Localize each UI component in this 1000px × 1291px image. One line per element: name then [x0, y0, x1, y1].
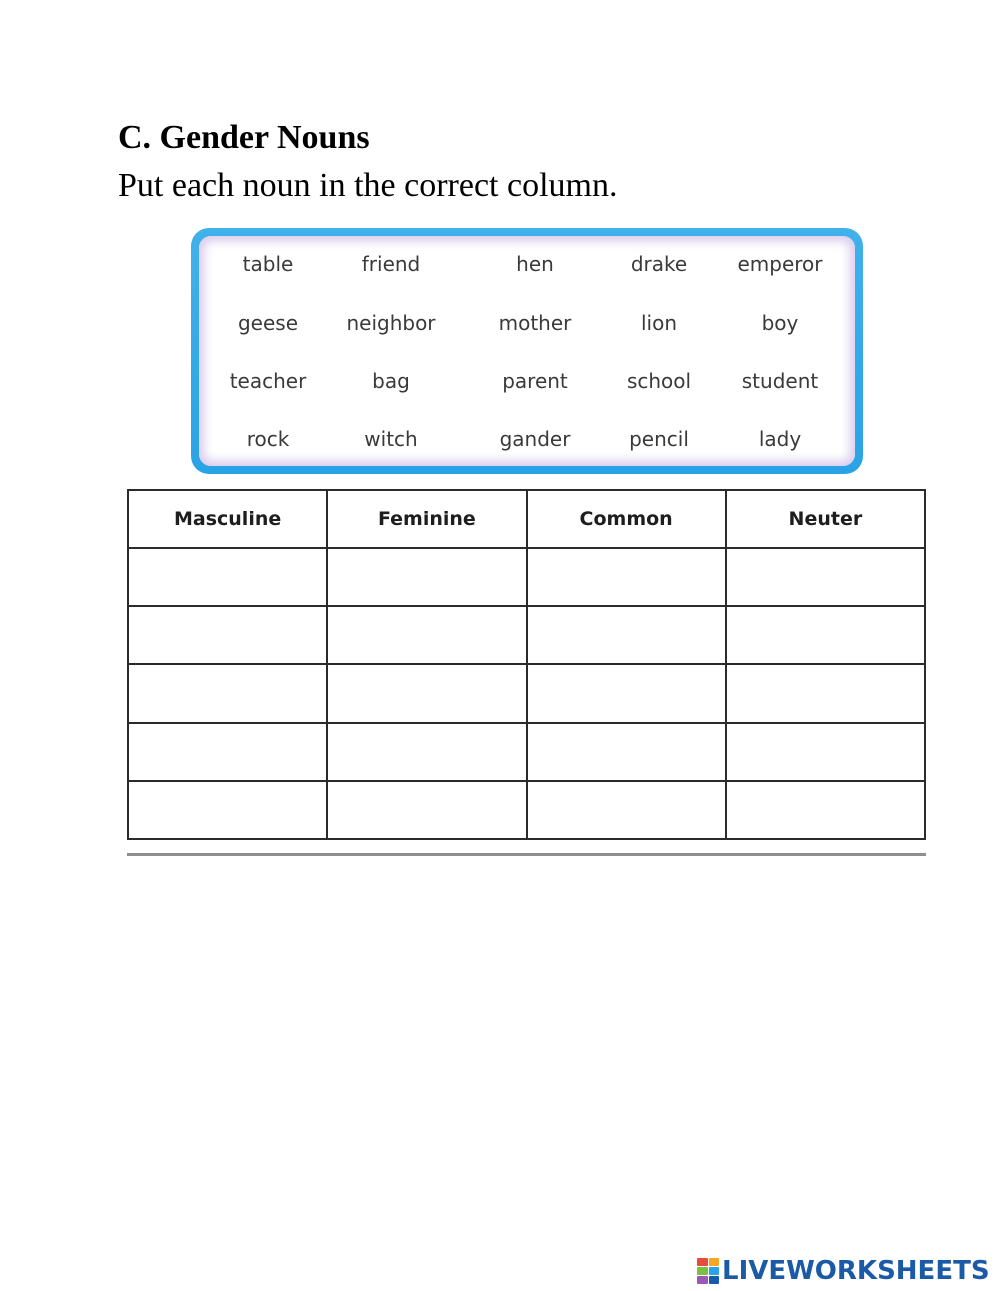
answer-cell[interactable]	[726, 781, 925, 839]
word-bank-item[interactable]: friend	[361, 252, 421, 276]
header-neuter: Neuter	[726, 490, 925, 548]
answer-cell[interactable]	[726, 664, 925, 722]
word-bank-item[interactable]: parent	[502, 369, 568, 393]
word-bank-item[interactable]: bag	[372, 369, 410, 393]
answer-cell[interactable]	[726, 548, 925, 606]
word-bank-item[interactable]: table	[242, 252, 294, 276]
sorting-table	[127, 489, 926, 840]
header-common: Common	[527, 490, 726, 548]
page-title: C. Gender Nouns	[118, 119, 370, 156]
word-bank-item[interactable]: lion	[640, 311, 678, 335]
word-bank-item[interactable]: student	[741, 369, 819, 393]
answer-cell[interactable]	[327, 606, 526, 664]
table-row	[128, 664, 925, 722]
word-bank-item[interactable]: hen	[516, 252, 554, 276]
instruction-text: Put each noun in the correct column.	[118, 167, 618, 204]
answer-cell[interactable]	[128, 548, 327, 606]
answer-cell[interactable]	[527, 781, 726, 839]
header-masculine: Masculine	[128, 490, 327, 548]
logo-square	[709, 1267, 720, 1275]
brand-footer[interactable]	[697, 1255, 990, 1287]
answer-cell[interactable]	[726, 606, 925, 664]
answer-cell[interactable]	[128, 664, 327, 722]
table-row	[128, 723, 925, 781]
word-bank-item[interactable]: emperor	[737, 252, 823, 276]
table-row	[128, 781, 925, 839]
header-feminine: Feminine	[327, 490, 526, 548]
logo-square	[709, 1258, 720, 1266]
word-bank-item[interactable]: pencil	[629, 427, 689, 451]
liveworksheets-logo-icon	[697, 1258, 719, 1284]
answer-cell[interactable]	[327, 548, 526, 606]
answer-cell[interactable]	[527, 723, 726, 781]
word-bank-item[interactable]: boy	[761, 311, 799, 335]
answer-cell[interactable]	[527, 606, 726, 664]
word-bank-item[interactable]: witch	[364, 427, 418, 451]
word-bank-inner	[199, 236, 855, 466]
answer-cell[interactable]	[128, 723, 327, 781]
logo-square	[697, 1267, 708, 1275]
brand-name: LIVEWORKSHEETS	[722, 1256, 990, 1286]
answer-cell[interactable]	[327, 723, 526, 781]
table-header-row	[128, 490, 925, 548]
logo-square	[697, 1258, 708, 1266]
word-bank-item[interactable]: lady	[758, 427, 802, 451]
word-bank-item[interactable]: gander	[499, 427, 571, 451]
bottom-divider	[127, 853, 926, 856]
answer-cell[interactable]	[128, 781, 327, 839]
answer-cell[interactable]	[327, 664, 526, 722]
table-row	[128, 548, 925, 606]
word-bank-item[interactable]: school	[626, 369, 692, 393]
word-bank-item[interactable]: mother	[498, 311, 572, 335]
answer-cell[interactable]	[327, 781, 526, 839]
word-bank-item[interactable]: geese	[237, 311, 299, 335]
word-bank-item[interactable]: rock	[246, 427, 290, 451]
word-bank-item[interactable]: neighbor	[346, 311, 436, 335]
answer-cell[interactable]	[527, 664, 726, 722]
word-bank-item[interactable]: drake	[630, 252, 688, 276]
table-row	[128, 606, 925, 664]
word-bank-item[interactable]: teacher	[229, 369, 307, 393]
word-bank-box	[191, 228, 863, 474]
answer-cell[interactable]	[128, 606, 327, 664]
logo-square	[697, 1276, 708, 1284]
logo-square	[709, 1276, 720, 1284]
answer-cell[interactable]	[726, 723, 925, 781]
answer-cell[interactable]	[527, 548, 726, 606]
